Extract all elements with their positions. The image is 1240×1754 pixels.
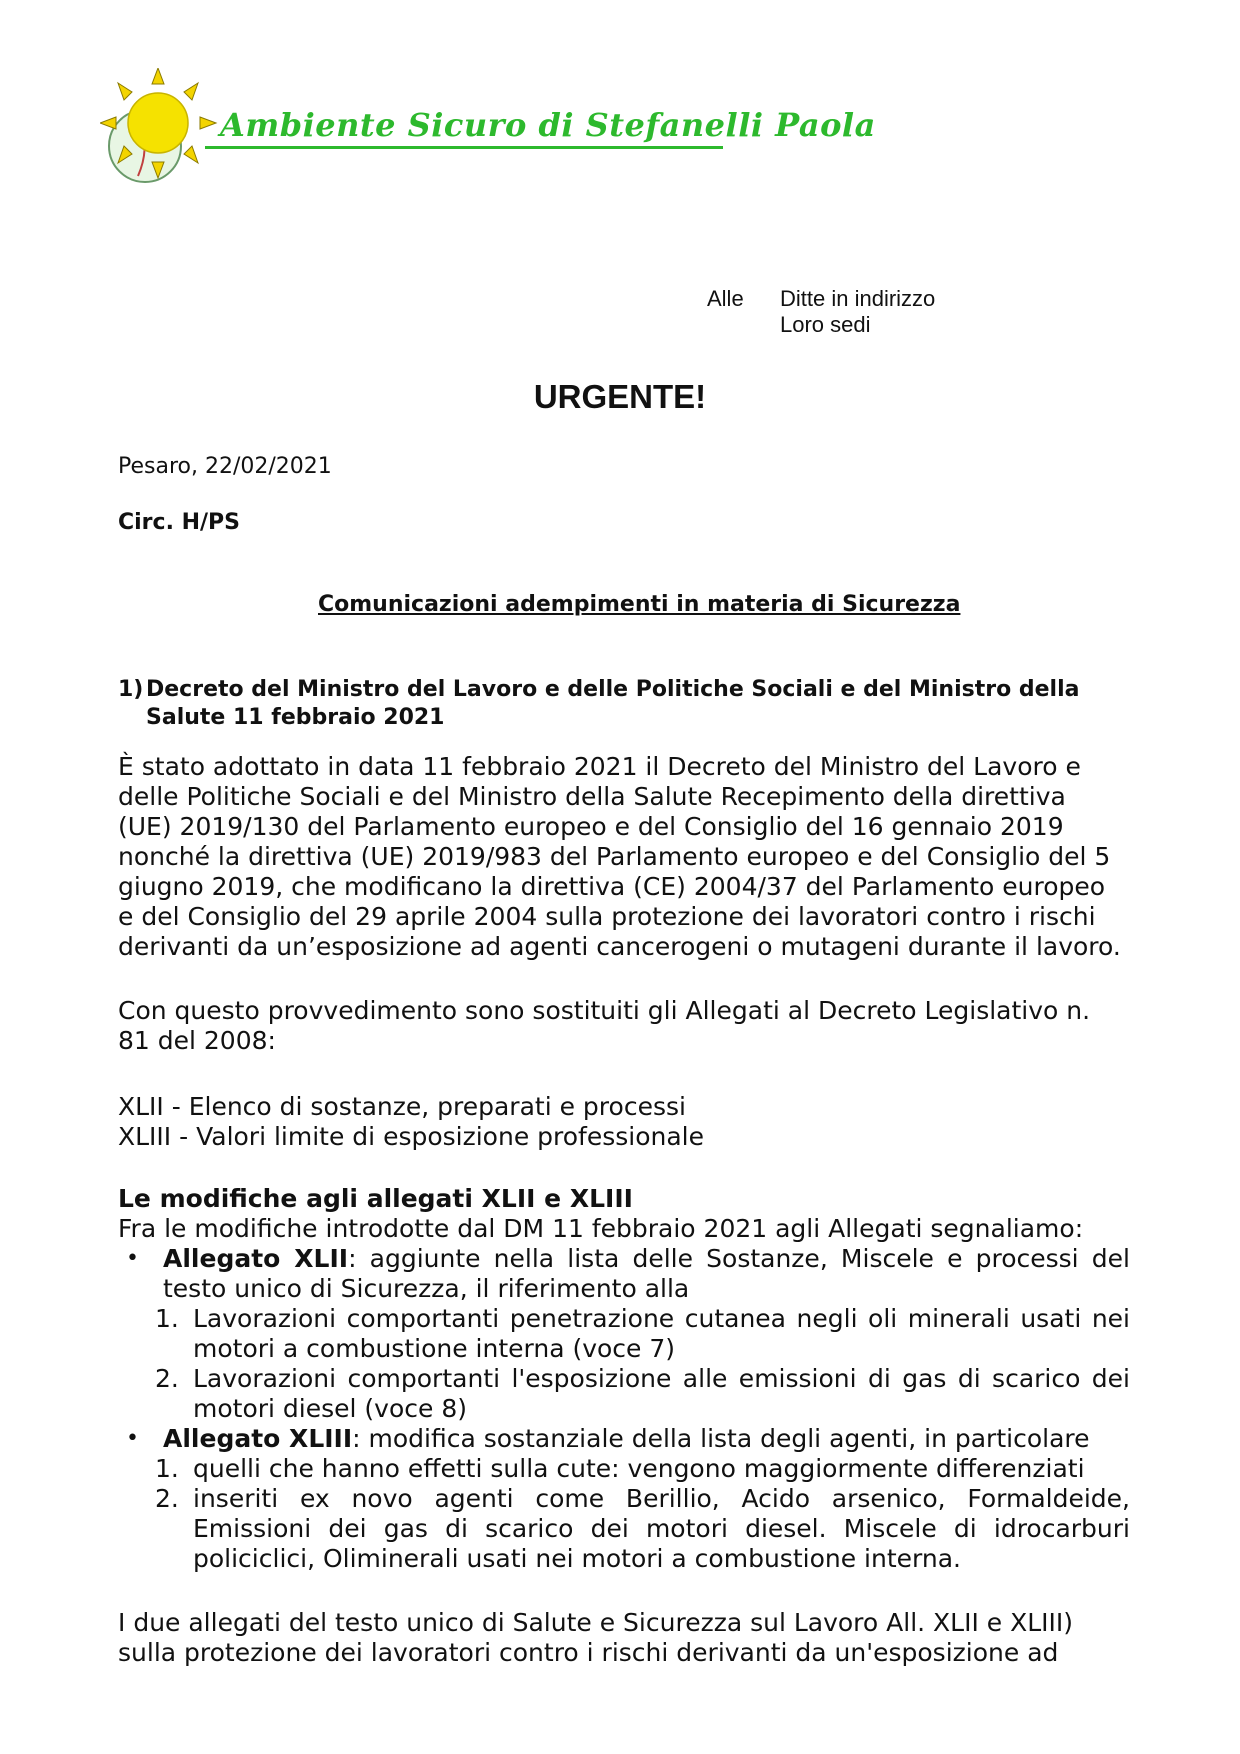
- section-number: 1): [118, 677, 144, 702]
- item-text: inseriti ex novo agenti come Berillio, Acido arsenico, Formaldeide, Emissioni dei gas di scarico dei motori diesel. Miscele di idrocarburi policiclici, Oliminerali usati nei motori a combustione interna.: [193, 1484, 1130, 1573]
- paragraph-line: (UE) 2019/130 del Parlamento europeo e del Consiglio del 16 gennaio 2019: [118, 812, 1064, 841]
- bullet-bold: Allegato XLIII: [163, 1424, 353, 1453]
- bullet-text: : modifica sostanziale della lista degli agenti, in particolare: [352, 1424, 1090, 1453]
- modifiche-section: [118, 1214, 1130, 1574]
- item-number: 2.: [155, 1484, 179, 1513]
- sun-logo-icon: [100, 68, 220, 198]
- item-number: 1.: [155, 1304, 179, 1333]
- item-text: Lavorazioni comportanti penetrazione cutanea negli oli minerali usati nei motori a combustione interna (voce 7): [193, 1304, 1130, 1363]
- paragraph-line: È stato adottato in data 11 febbraio 2021 il Decreto del Ministro del Lavoro e: [118, 752, 1081, 781]
- item-text: quelli che hanno effetti sulla cute: vengono maggiormente differenziati: [193, 1454, 1085, 1483]
- modifiche-heading: Le modifiche agli allegati XLII e XLIII: [118, 1184, 633, 1213]
- date-line: Pesaro, 22/02/2021: [118, 454, 332, 479]
- paragraph-line: derivanti da un’esposizione ad agenti cancerogeni o mutageni durante il lavoro.: [118, 932, 1121, 961]
- numbered-item: [118, 1364, 1130, 1424]
- paragraph-line: 81 del 2008:: [118, 1026, 276, 1055]
- paragraph-line: Con questo provvedimento sono sostituiti gli Allegati al Decreto Legislativo n.: [118, 996, 1091, 1025]
- allegato-line: XLII - Elenco di sostanze, preparati e processi: [118, 1092, 686, 1121]
- bullet-icon: •: [126, 1426, 139, 1451]
- numbered-item: [118, 1454, 1130, 1484]
- paragraph-line: nonché la direttiva (UE) 2019/983 del Parlamento europeo e del Consiglio del 5: [118, 842, 1111, 871]
- item-number: 1.: [155, 1454, 179, 1483]
- bullet-item: [118, 1424, 1130, 1454]
- logo-underline: [205, 146, 723, 149]
- subject-heading: Comunicazioni adempimenti in materia di Sicurezza: [318, 592, 961, 617]
- company-logo: [100, 68, 876, 198]
- bullet-icon: •: [126, 1246, 139, 1271]
- address-line-2: Loro sedi: [780, 312, 871, 337]
- paragraph-3: [118, 1608, 1130, 1668]
- bullet-text: : aggiunte nella lista delle Sostanze, Miscele e processi del testo unico di Sicurezza, il riferimento alla: [163, 1244, 1130, 1303]
- section-heading: [118, 676, 1138, 732]
- paragraph-2: [118, 996, 1130, 1056]
- paragraph-line: giugno 2019, che modificano la direttiva (CE) 2004/37 del Parlamento europeo: [118, 872, 1106, 901]
- paragraph-line: sulla protezione dei lavoratori contro i rischi derivanti da un'esposizione ad: [118, 1638, 1059, 1667]
- address-label: Alle: [707, 286, 744, 311]
- paragraph-line: I due allegati del testo unico di Salute e Sicurezza sul Lavoro All. XLII e XLIII): [118, 1608, 1074, 1637]
- bullet-bold: Allegato XLII: [163, 1244, 349, 1273]
- company-name: Ambiente Sicuro di Stefanelli Paola: [220, 106, 876, 144]
- modifiche-intro: Fra le modifiche introdotte dal DM 11 febbraio 2021 agli Allegati segnaliamo:: [118, 1214, 1084, 1243]
- numbered-item: [118, 1484, 1130, 1574]
- numbered-item: [118, 1304, 1130, 1364]
- allegato-line: XLIII - Valori limite di esposizione professionale: [118, 1122, 704, 1151]
- item-text: Lavorazioni comportanti l'esposizione alle emissioni di gas di scarico dei motori diesel (voce 8): [193, 1364, 1130, 1423]
- urgent-title: URGENTE!: [533, 378, 707, 415]
- item-number: 2.: [155, 1364, 179, 1393]
- circ-reference: Circ. H/PS: [118, 510, 241, 535]
- paragraph-1: [118, 752, 1130, 962]
- paragraph-line: e del Consiglio del 29 aprile 2004 sulla protezione dei lavoratori contro i rischi: [118, 902, 1096, 931]
- address-line-1: Ditte in indirizzo: [780, 286, 936, 311]
- section-title: Decreto del Ministro del Lavoro e delle Politiche Sociali e del Ministro della Salute 11 febbraio 2021: [146, 677, 1080, 730]
- bullet-item: [118, 1244, 1130, 1304]
- allegati-list: [118, 1092, 1130, 1152]
- paragraph-line: delle Politiche Sociali e del Ministro della Salute Recepimento della direttiva: [118, 782, 1066, 811]
